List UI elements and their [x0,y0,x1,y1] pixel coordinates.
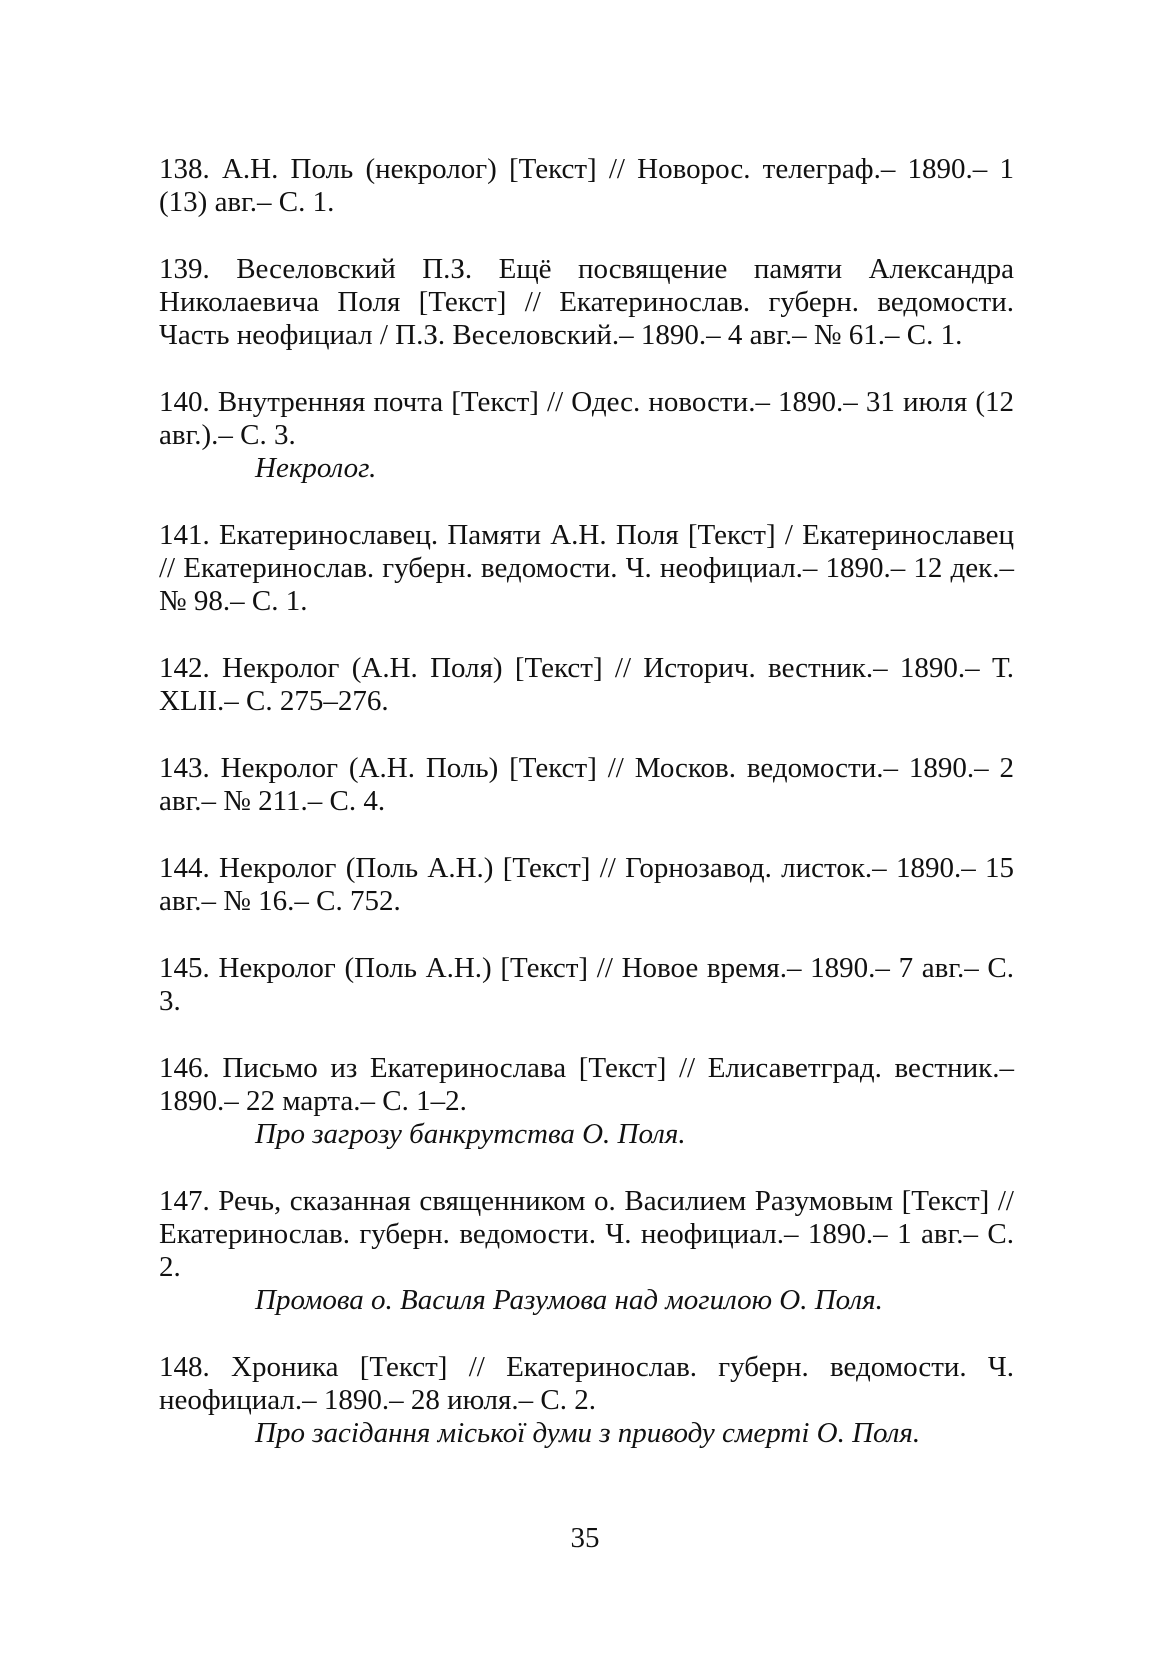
entry-text: 148. Хроника [Текст] // Екатеринослав. губерн. ведомости. Ч. неофициал.– 1890.– 28 июля.– С. 2. [159,1351,1014,1416]
bibliography-entry-141 [159,519,1014,618]
entry-note: Промова о. Василя Разумова над могилою О. Поля. [255,1284,883,1316]
bibliography-entry-146 [159,1052,1014,1151]
entry-text: 141. Екатеринославец. Памяти А.Н. Поля [Текст] / Екатеринославец // Екатеринослав. губерн. ведомости. Ч. неофициал.– 1890.– 12 дек.– № 98.– С. 1. [159,519,1014,617]
entry-note: Про загрозу банкрутства О. Поля. [255,1118,686,1150]
bibliography-entry-148 [159,1351,1014,1450]
bibliography-entry-140 [159,386,1014,485]
entry-text: 145. Некролог (Поль А.Н.) [Текст] // Новое время.– 1890.– 7 авг.– С. 3. [159,952,1014,1017]
bibliography-entry-143 [159,752,1014,818]
entry-text: 142. Некролог (А.Н. Поля) [Текст] // Историч. вестник.– 1890.– Т. XLII.– С. 275–276. [159,652,1014,717]
entry-text: 140. Внутренняя почта [Текст] // Одес. новости.– 1890.– 31 июля (12 авг.).– С. 3. [159,386,1014,451]
entry-text: 146. Письмо из Екатеринослава [Текст] // Елисаветград. вестник.– 1890.– 22 марта.– С. 1–2. [159,1052,1014,1117]
bibliography-list [159,153,1014,1484]
entry-note: Про засідання міської думи з приводу смерті О. Поля. [255,1417,921,1449]
bibliography-entry-139 [159,253,1014,352]
page-number: 35 [570,1522,600,1554]
entry-note: Некролог. [255,452,377,484]
entry-text: 144. Некролог (Поль А.Н.) [Текст] // Горнозавод. листок.– 1890.– 15 авг.– № 16.– С. 752. [159,852,1014,917]
entry-text: 143. Некролог (А.Н. Поль) [Текст] // Москов. ведомости.– 1890.– 2 авг.– № 211.– С. 4. [159,752,1014,817]
entry-text: 139. Веселовский П.З. Ещё посвящение памяти Александра Николаевича Поля [Текст] // Екатеринослав. губерн. ведомости. Часть неофициал / П.З. Веселовский.– 1890.– 4 авг.– № 61.– С. 1. [159,253,1014,351]
bibliography-entry-144 [159,852,1014,918]
bibliography-entry-145 [159,952,1014,1018]
bibliography-entry-147 [159,1185,1014,1317]
bibliography-entry-138 [159,153,1014,219]
entry-text: 147. Речь, сказанная священником о. Василием Разумовым [Текст] // Екатеринослав. губерн. ведомости. Ч. неофициал.– 1890.– 1 авг.– С. 2. [159,1185,1014,1283]
entry-text: 138. А.Н. Поль (некролог) [Текст] // Новорос. телеграф.– 1890.– 1 (13) авг.– С. 1. [159,153,1014,218]
bibliography-entry-142 [159,652,1014,718]
